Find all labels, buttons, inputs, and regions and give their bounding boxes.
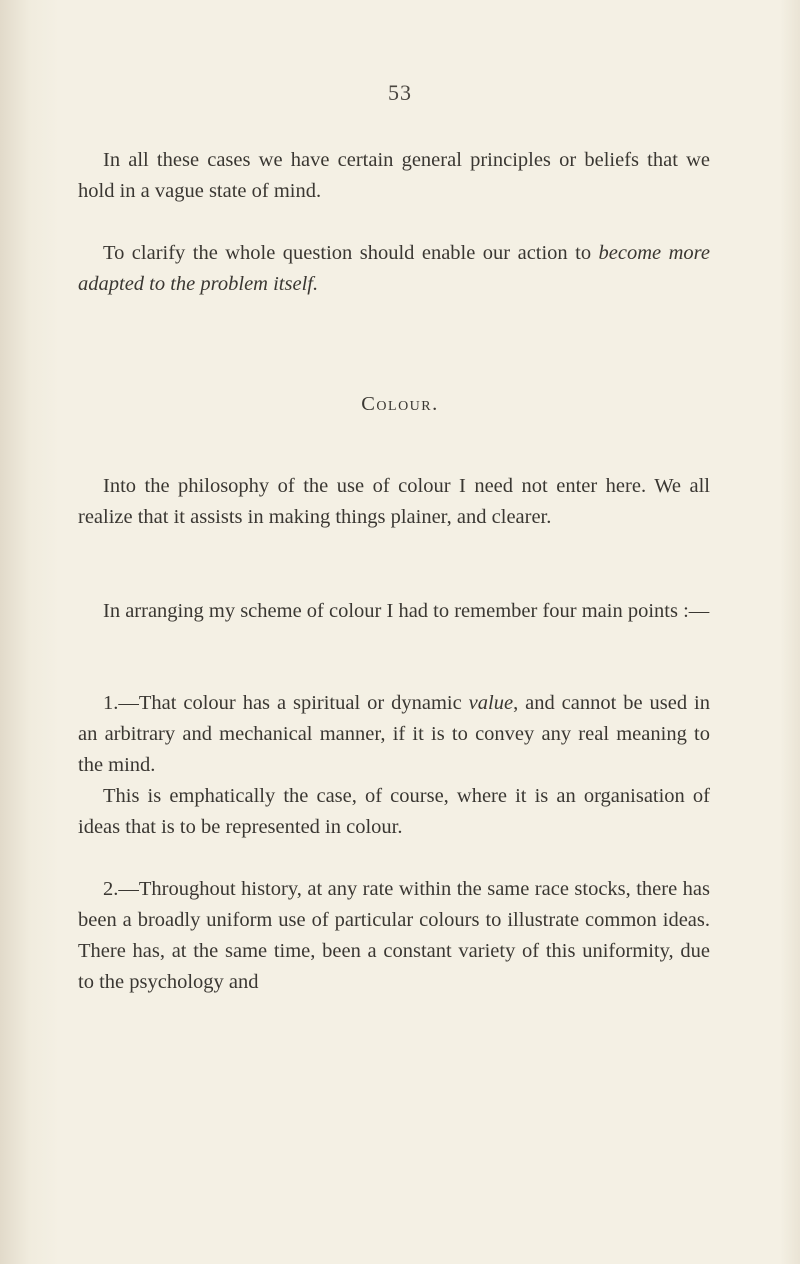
paragraph-philosophy	[78, 471, 710, 533]
paragraph-text-plain: To clarify the whole question should enable our action to	[103, 242, 599, 264]
paragraph-text-plain: , and cannot be used in an arbitrary and mechanical manner, if it is to convey any real meaning to the mind.	[78, 692, 710, 776]
paragraph-text-plain: 1.—That colour has a spiritual or dynamic	[103, 692, 469, 714]
paragraph-text: This is emphatically the case, of course, where it is an organisation of ideas that is to be represented in colour.	[78, 785, 710, 838]
paragraph-text-italic: value	[468, 692, 514, 714]
page-number: 53	[388, 80, 412, 105]
section-heading-colour: Colour.	[361, 393, 439, 415]
paragraph-point-two	[78, 874, 710, 998]
paragraph-text: 2.—Throughout history, at any rate within the same race stocks, there has been a broadly uniform use of particular colours to illustrate common ideas. There has, at the same time, been a constant variety of this uniformity, due to the psychology and	[78, 878, 710, 993]
paragraph-clarify	[78, 238, 710, 300]
paragraph-text: In arranging my scheme of colour I had to remember four main points :—	[103, 600, 710, 622]
paragraph-text	[78, 238, 710, 300]
paragraph-emphatically	[78, 781, 710, 843]
paragraph-text	[78, 688, 710, 781]
paragraph-point-one	[78, 688, 710, 781]
paragraph-arranging	[78, 596, 710, 627]
paragraph-text-italic: become more adapted to the problem itself.	[78, 242, 710, 295]
paragraph-text: In all these cases we have certain general principles or beliefs that we hold in a vague state of mind.	[78, 149, 710, 202]
paragraph-principles	[78, 145, 710, 207]
paragraph-text: Into the philosophy of the use of colour I need not enter here. We all realize that it assists in making things plainer, and clearer.	[78, 475, 710, 528]
